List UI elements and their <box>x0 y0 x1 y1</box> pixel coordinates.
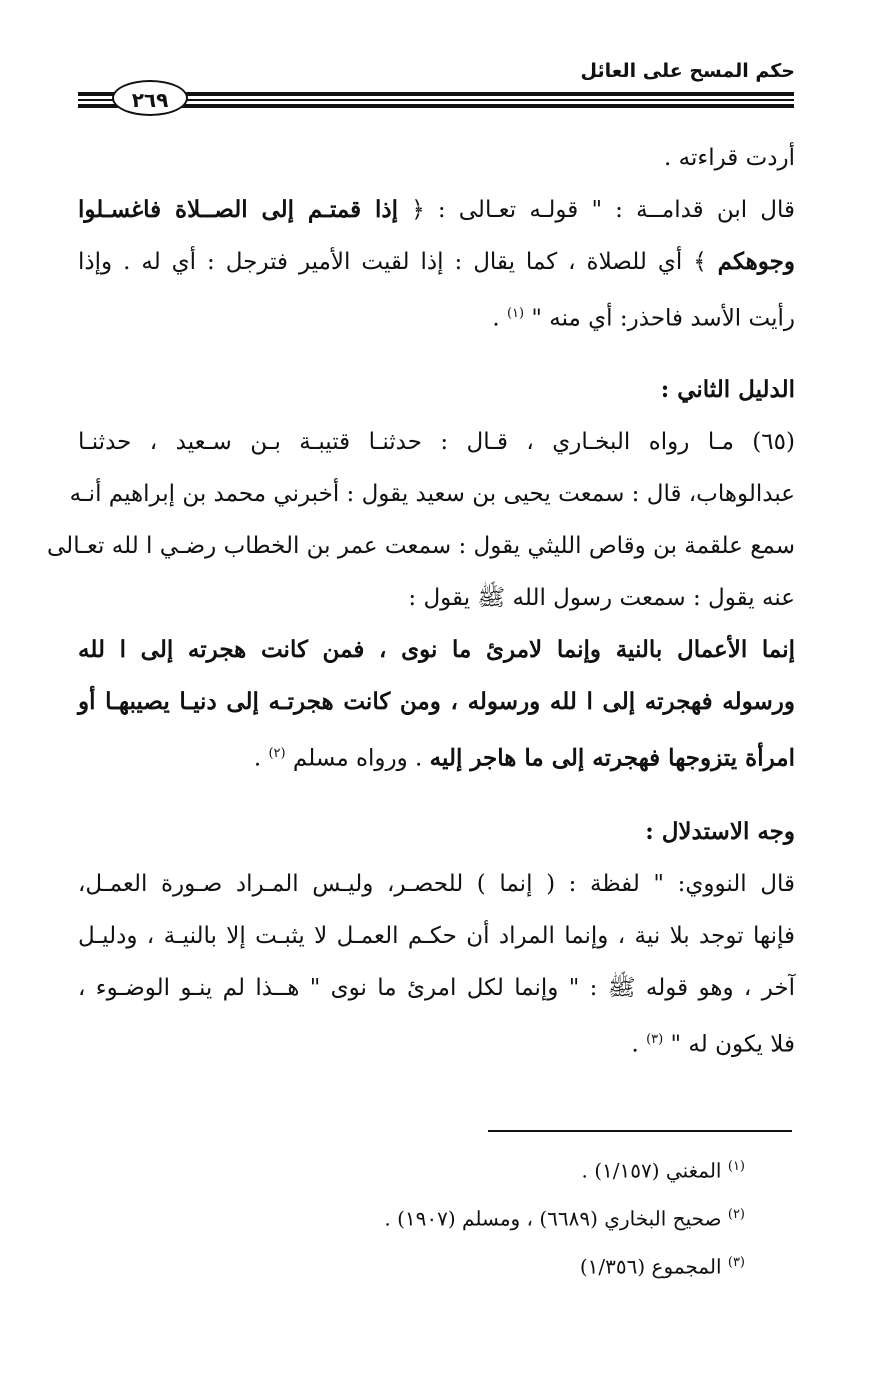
page-number: ٢٦٩ <box>112 80 188 116</box>
body-line: قال ابن قدامــة : " قولـه تعـالى : ﴿ إذا قمتـم إلى الصــلاة فاغسـلوا <box>78 196 796 223</box>
running-header-title: حكم المسح على العائل <box>580 60 795 82</box>
section-heading: وجه الاستدلال : <box>645 818 795 845</box>
header-rule <box>78 104 794 108</box>
hadith-line: ورسوله فهجرته إلى ا لله ورسوله ، ومن كانت هجرتـه إلى دنيـا يصيبهـا أو <box>78 688 795 715</box>
footnote-ref: (٣) <box>646 1032 664 1047</box>
footnote: $^{(١)}$ المغني (١/١٥٧) . <box>581 1158 745 1183</box>
footnote: $^{(٢)}$ صحيح البخاري (٦٦٨٩) ، ومسلم (١٩٠٧) . <box>384 1206 745 1231</box>
hadith-line: إنما الأعمال بالنية وإنما لامرئ ما نوى ، فمن كانت هجرته إلى ا لله <box>78 636 795 663</box>
section-heading: الدليل الثاني : <box>660 376 795 403</box>
body-line: رأيت الأسد فاحذر: أي منه " $^{(١)}$ . <box>492 305 795 332</box>
body-line: أردت قراءته . <box>664 145 795 171</box>
footnote-ref: (٢) <box>268 746 286 761</box>
footnote: $^{(٣)}$ المجموع (١/٣٥٦) <box>579 1254 745 1279</box>
body-line: عبدالوهاب، قال : سمعت يحيى بن سعيد يقول : أخبرني محمد بن إبراهيم أنـه <box>69 481 795 507</box>
body-line: (٦٥) مـا رواه البخـاري ، قـال : حدثنـا قتيبـة بـن سـعيد ، حدثنـا <box>78 429 795 455</box>
body-line: فإنها توجد بلا نية ، وإنما المراد أن حكـم العمـل لا يثبـت إلا بالنيـة ، ودليـل <box>78 923 795 949</box>
body-line: فلا يكون له " $^{(٣)}$ . <box>631 1031 795 1058</box>
footnote-ref: (١) <box>506 306 525 321</box>
body-line: قال النووي: " لفظة : ( إنما ) للحصـر، وليـس المـراد صـورة العمـل، <box>78 871 795 897</box>
quran-verse: إذا قمتـم إلى الصــلاة فاغسـلوا <box>78 196 399 223</box>
body-line: سمع علقمة بن وقاص الليثي يقول : سمعت عمر بن الخطاب رضـي ا لله تعـالى <box>47 533 795 559</box>
quran-verse: وجوهكم <box>717 248 795 275</box>
hadith-line: امرأة يتزوجها فهجرته إلى ما هاجر إليه . ورواه مسلم $^{(٢)}$ . <box>253 744 795 772</box>
footnote-separator <box>488 1130 792 1132</box>
body-line: وجوهكم ﴾ أي للصلاة ، كما يقال : إذا لقيت الأمير فترجل : أي له . وإذا <box>78 248 795 275</box>
body-line: آخر ، وهو قوله ﷺ : " وإنما لكل امرئ ما نوى " هــذا لم ينـو الوضـوء ، <box>78 975 795 1001</box>
body-line: عنه يقول : سمعت رسول الله ﷺ يقول : <box>408 585 795 611</box>
